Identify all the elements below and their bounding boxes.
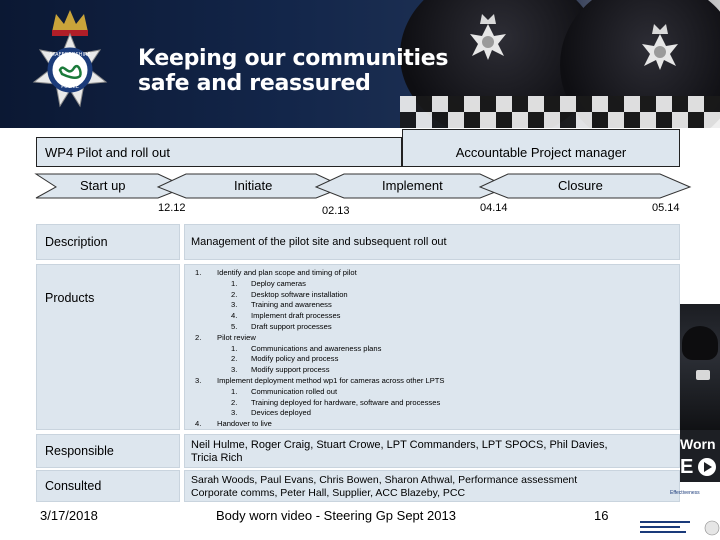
product-subitem xyxy=(191,311,679,322)
accountable-manager-label: Accountable Project manager xyxy=(455,145,627,160)
phase-label-closure: Closure xyxy=(558,178,603,193)
badge-bottom-text: POLICE xyxy=(61,84,79,90)
body-worn-graphic xyxy=(680,430,720,482)
product-subitem-number: 2. xyxy=(231,354,238,364)
effectiveness-text: Effectiveness xyxy=(670,490,700,496)
product-subitem-text: Training deployed for hardware, software and processes xyxy=(251,397,441,407)
product-subitem-number: 3. xyxy=(231,408,238,418)
consulted-line-1: Sarah Woods, Paul Evans, Chris Bowen, Sharon Athwal, Performance assessment xyxy=(191,474,578,486)
row-label: Products xyxy=(36,264,180,430)
table-row-description xyxy=(36,224,680,260)
partial-letter: E xyxy=(680,456,693,478)
product-subitem-text: Deploy cameras xyxy=(251,278,306,288)
product-subitem-text: Draft support processes xyxy=(251,321,332,331)
officer-photo xyxy=(680,304,720,430)
description-text: Management of the pilot site and subsequent roll out xyxy=(191,236,447,248)
hat-badge-icon-right xyxy=(640,22,680,70)
phase-label-startup: Start up xyxy=(80,178,126,193)
effectiveness-logo xyxy=(640,486,720,500)
product-subitem-number: 1. xyxy=(231,386,238,396)
play-icon xyxy=(698,458,716,476)
checkered-band xyxy=(400,96,720,128)
row-value xyxy=(184,434,680,468)
product-item-text: Identify and plan scope and timing of pilot xyxy=(217,268,357,277)
product-item-number: 4. xyxy=(195,419,202,429)
date-label: 02.13 xyxy=(322,205,350,217)
product-subitem xyxy=(191,322,679,333)
camera-shape xyxy=(696,370,710,380)
product-subitem-text: Communication rolled out xyxy=(251,386,338,396)
product-subitem-number: 3. xyxy=(231,365,238,375)
product-item-number: 3. xyxy=(195,375,202,385)
product-subitem xyxy=(191,279,679,290)
header-banner xyxy=(0,0,720,128)
workpackage-title-bar xyxy=(36,137,402,167)
hat-badge-icon xyxy=(468,12,508,60)
accountable-manager-bar xyxy=(402,129,680,167)
product-subitem-number: 1. xyxy=(231,343,238,353)
responsible-line-2: Tricia Rich xyxy=(191,452,243,464)
row-value xyxy=(184,470,680,502)
table-row-consulted xyxy=(36,470,680,502)
product-item xyxy=(191,376,679,387)
product-item-text: Pilot review xyxy=(217,332,256,342)
product-subitem xyxy=(191,398,679,409)
product-item xyxy=(191,268,679,279)
product-item-number: 1. xyxy=(195,268,202,277)
partner-logo xyxy=(630,516,720,538)
product-subitem-number: 2. xyxy=(231,289,238,299)
product-subitem-text: Modify support process xyxy=(251,365,330,375)
worn-text: Worn xyxy=(680,436,716,452)
product-item-number: 2. xyxy=(195,332,202,342)
product-subitem-text: Modify policy and process xyxy=(251,354,339,364)
product-subitem-text: Devices deployed xyxy=(251,408,311,418)
slogan-line-1: Keeping our communities xyxy=(138,46,449,71)
police-badge-logo xyxy=(18,6,122,122)
product-subitem-text: Training and awareness xyxy=(251,300,332,310)
product-item-text: Implement deployment method wp1 for cameras across other LPTS xyxy=(217,375,445,385)
phase-timeline xyxy=(0,170,720,200)
phase-label-initiate: Initiate xyxy=(234,178,273,193)
row-label: Description xyxy=(36,224,180,260)
product-subitem xyxy=(191,300,679,311)
product-subitem-text: Implement draft processes xyxy=(251,311,341,321)
products-list xyxy=(184,264,680,430)
product-subitem-text: Communications and awareness plans xyxy=(251,343,382,353)
product-subitem xyxy=(191,387,679,398)
consulted-line-2: Corporate comms, Peter Hall, Supplier, ACC Blazeby, PCC xyxy=(191,487,466,499)
product-subitem-number: 3. xyxy=(231,300,238,310)
product-subitem-text: Desktop software installation xyxy=(251,289,348,299)
row-label: Consulted xyxy=(36,470,180,502)
footer-date: 3/17/2018 xyxy=(40,508,98,523)
date-label: 12.12 xyxy=(158,202,186,214)
footer-page-number: 16 xyxy=(594,508,609,523)
slogan-line-2: safe and reassured xyxy=(138,71,371,96)
product-subitem xyxy=(191,344,679,355)
product-subitem xyxy=(191,408,679,419)
product-item xyxy=(191,419,679,430)
product-subitem-number: 2. xyxy=(231,397,238,407)
footer-title: Body worn video - Steering Gp Sept 2013 xyxy=(216,508,456,523)
date-label: 05.14 xyxy=(652,202,680,214)
product-subitem xyxy=(191,365,679,376)
row-label: Responsible xyxy=(36,434,180,468)
table-row-responsible xyxy=(36,434,680,468)
product-subitem xyxy=(191,354,679,365)
helmet-shape xyxy=(682,326,718,360)
product-subitem-number: 1. xyxy=(231,278,238,288)
workpackage-title: WP4 Pilot and roll out xyxy=(45,145,171,160)
phase-label-implement: Implement xyxy=(382,178,443,193)
product-subitem xyxy=(191,290,679,301)
responsible-line-1: Neil Hulme, Roger Craig, Stuart Crowe, LPT Commanders, LPT SPOCS, Phil Davies, xyxy=(191,439,608,451)
slogan xyxy=(138,46,448,96)
product-subitem-number: 5. xyxy=(231,321,238,331)
row-value xyxy=(184,224,680,260)
date-label: 04.14 xyxy=(480,202,508,214)
product-item-text: Handover to live xyxy=(217,419,272,429)
product-subitem-number: 4. xyxy=(231,311,238,321)
table-row-products xyxy=(36,264,680,430)
badge-top-text: STAFFORDSHIRE xyxy=(49,52,91,58)
product-item xyxy=(191,333,679,344)
